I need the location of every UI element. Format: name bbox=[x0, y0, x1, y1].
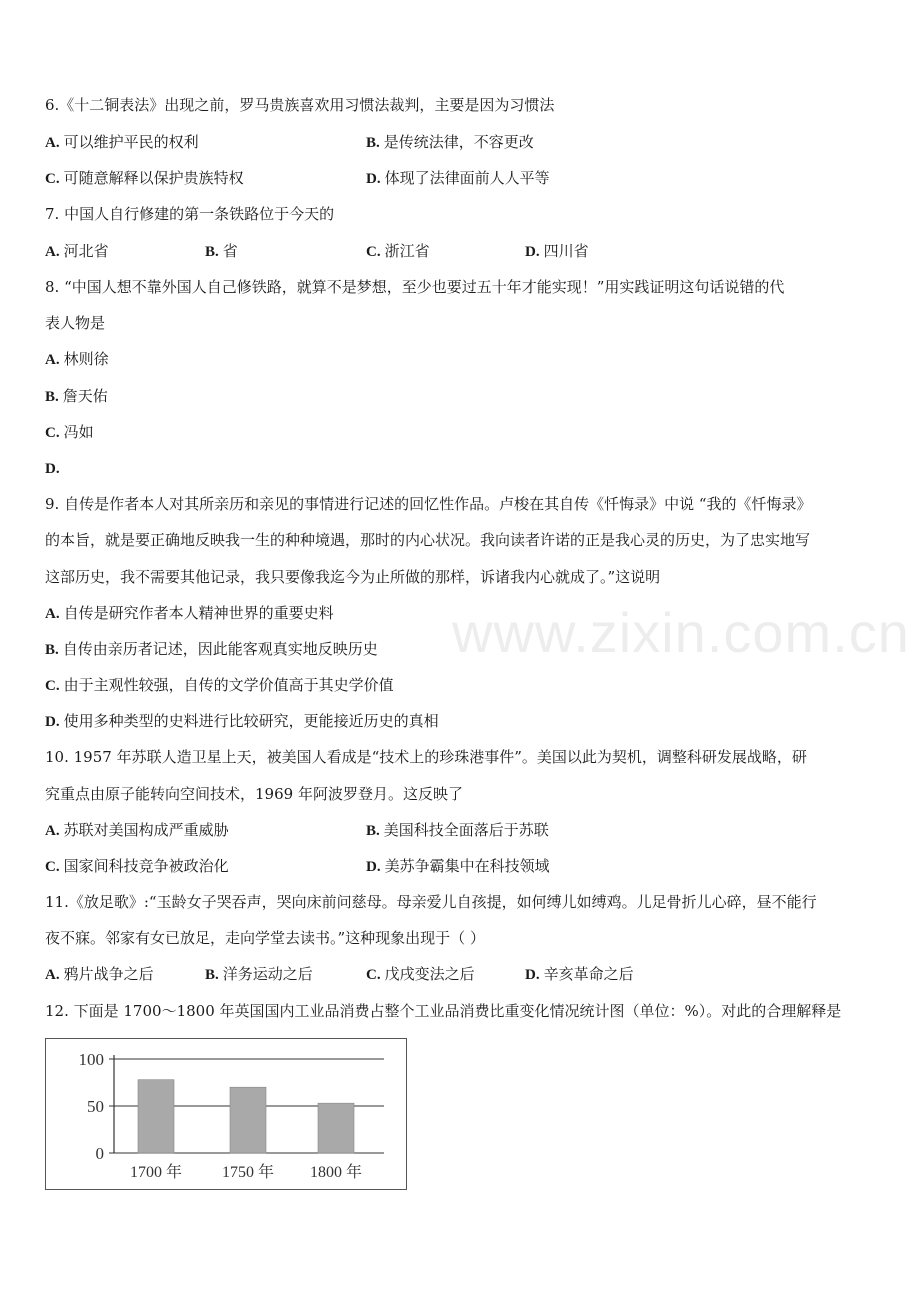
option-text: 美国科技全面落后于苏联 bbox=[383, 821, 549, 839]
option-letter: B. bbox=[205, 967, 219, 983]
option-text: 自传由亲历者记述，因此能客观真实地反映历史 bbox=[62, 640, 378, 658]
option-text: 省 bbox=[222, 242, 238, 260]
option-letter: A. bbox=[45, 135, 60, 151]
option-letter: D. bbox=[366, 859, 381, 875]
option-letter: D. bbox=[45, 461, 60, 477]
option-letter: A. bbox=[45, 823, 60, 839]
q7-option-d bbox=[525, 241, 589, 262]
q9-option-d bbox=[45, 711, 439, 732]
question-8-stem-line-1: 8. “中国人想不靠外国人自己修铁路，就算不是梦想，至少也要过五十年才能实现！”用实践证明这句话说错的代 bbox=[45, 278, 785, 296]
option-letter: A. bbox=[45, 606, 60, 622]
option-text: 洋务运动之后 bbox=[222, 965, 313, 983]
question-6-stem: 6.《十二铜表法》出现之前，罗马贵族喜欢用习惯法裁判，主要是因为习惯法 bbox=[45, 96, 555, 114]
option-letter: D. bbox=[525, 967, 540, 983]
option-letter: A. bbox=[45, 352, 60, 368]
option-text: 可随意解释以保护贵族特权 bbox=[63, 169, 244, 187]
x-tick-label: 1800 年 bbox=[309, 1164, 363, 1181]
option-text: 浙江省 bbox=[384, 242, 430, 260]
bar bbox=[318, 1103, 354, 1153]
question-11-stem-line-2: 夜不寐。邻家有女已放足，走向学堂去读书。”这种现象出现于（ ） bbox=[45, 929, 485, 947]
option-letter: C. bbox=[366, 244, 381, 260]
option-letter: C. bbox=[366, 967, 381, 983]
y-tick-label: 100 bbox=[78, 1050, 104, 1069]
x-tick-label: 1750 年 bbox=[221, 1164, 275, 1181]
option-text: 四川省 bbox=[543, 242, 589, 260]
watermark: www.zixin.com.cn bbox=[452, 601, 910, 664]
q11-option-b bbox=[205, 964, 313, 985]
option-letter: C. bbox=[45, 171, 60, 187]
question-10-stem-line-1: 10. 1957 年苏联人造卫星上天，被美国人看成是“技术上的珍珠港事件”。美国以此为契机，调整科研发展战略，研 bbox=[45, 748, 807, 766]
option-text: 冯如 bbox=[63, 423, 94, 441]
q6-option-d bbox=[366, 168, 550, 189]
y-tick-label: 50 bbox=[87, 1097, 104, 1116]
q8-option-a bbox=[45, 349, 109, 370]
q10-option-a bbox=[45, 820, 229, 841]
option-letter: C. bbox=[45, 859, 60, 875]
question-9-stem-line-3: 这部历史，我不需要其他记录，我只要像我迄今为止所做的那样，诉诸我内心就成了。”这说明 bbox=[45, 568, 661, 586]
q7-option-b bbox=[205, 241, 238, 262]
q9-option-b bbox=[45, 639, 378, 660]
option-letter: A. bbox=[45, 967, 60, 983]
y-tick-label: 0 bbox=[95, 1144, 104, 1163]
x-tick-label: 1700 年 bbox=[129, 1164, 183, 1181]
option-text: 苏联对美国构成严重威胁 bbox=[63, 821, 229, 839]
q9-option-c bbox=[45, 675, 394, 696]
option-text: 是传统法律，不容更改 bbox=[383, 133, 534, 151]
q9-option-a bbox=[45, 603, 334, 624]
bar-chart bbox=[45, 1038, 407, 1190]
q11-option-a bbox=[45, 964, 154, 985]
option-letter: D. bbox=[366, 171, 381, 187]
option-text: 美苏争霸集中在科技领域 bbox=[384, 857, 550, 875]
q6-option-b bbox=[366, 132, 534, 153]
q10-option-b bbox=[366, 820, 549, 841]
q7-option-c bbox=[366, 241, 430, 262]
q8-option-c bbox=[45, 422, 94, 443]
question-11-stem-line-1: 11.《放足歌》:“玉龄女子哭吞声，哭向床前问慈母。母亲爱儿自孩提，如何缚儿如缚鸡。儿足骨折儿心碎，昼不能行 bbox=[45, 893, 817, 911]
option-letter: D. bbox=[525, 244, 540, 260]
option-text: 河北省 bbox=[63, 242, 109, 260]
q8-option-b bbox=[45, 386, 108, 407]
question-10-stem-line-2: 究重点由原子能转向空间技术，1969 年阿波罗登月。这反映了 bbox=[45, 785, 463, 803]
q10-option-d bbox=[366, 856, 550, 877]
question-9-stem-line-1: 9. 自传是作者本人对其所亲历和亲见的事情进行记述的回忆性作品。卢梭在其自传《忏悔录》中说 “我的《忏悔录》 bbox=[45, 495, 812, 513]
question-8-stem-line-2: 表人物是 bbox=[45, 314, 106, 332]
option-letter: A. bbox=[45, 244, 60, 260]
bar bbox=[138, 1080, 174, 1153]
option-text: 由于主观性较强，自传的文学价值高于其史学价值 bbox=[63, 676, 394, 694]
option-text: 自传是研究作者本人精神世界的重要史料 bbox=[63, 604, 334, 622]
q11-option-d bbox=[525, 964, 634, 985]
option-letter: B. bbox=[45, 389, 59, 405]
question-9-stem-line-2: 的本旨，就是要正确地反映我一生的种种境遇，那时的内心状况。我向读者许诺的正是我心灵的历史，为了忠实地写 bbox=[45, 531, 811, 549]
q6-option-c bbox=[45, 168, 244, 189]
option-text: 戊戌变法之后 bbox=[384, 965, 475, 983]
q10-option-c bbox=[45, 856, 229, 877]
bar-chart-svg bbox=[46, 1039, 408, 1191]
option-letter: C. bbox=[45, 678, 60, 694]
option-letter: B. bbox=[366, 135, 380, 151]
option-text: 詹天佑 bbox=[62, 387, 108, 405]
option-text: 可以维护平民的权利 bbox=[63, 133, 199, 151]
question-7-stem: 7. 中国人自行修建的第一条铁路位于今天的 bbox=[45, 205, 335, 223]
bar bbox=[230, 1087, 266, 1153]
option-text: 鸦片战争之后 bbox=[63, 965, 154, 983]
q8-option-d bbox=[45, 458, 64, 479]
q11-option-c bbox=[366, 964, 475, 985]
option-text: 使用多种类型的史料进行比较研究，更能接近历史的真相 bbox=[63, 712, 439, 730]
option-text: 体现了法律面前人人平等 bbox=[384, 169, 550, 187]
option-letter: B. bbox=[205, 244, 219, 260]
option-text: 国家间科技竞争被政治化 bbox=[63, 857, 229, 875]
q7-option-a bbox=[45, 241, 109, 262]
q6-option-a bbox=[45, 132, 199, 153]
option-letter: B. bbox=[366, 823, 380, 839]
question-12-stem: 12. 下面是 1700～1800 年英国国内工业品消费占整个工业品消费比重变化情况统计图（单位：%）。对此的合理解释是 bbox=[45, 1002, 842, 1020]
option-text: 林则徐 bbox=[63, 350, 109, 368]
option-text: 辛亥革命之后 bbox=[543, 965, 634, 983]
option-letter: C. bbox=[45, 425, 60, 441]
option-letter: D. bbox=[45, 714, 60, 730]
option-letter: B. bbox=[45, 642, 59, 658]
